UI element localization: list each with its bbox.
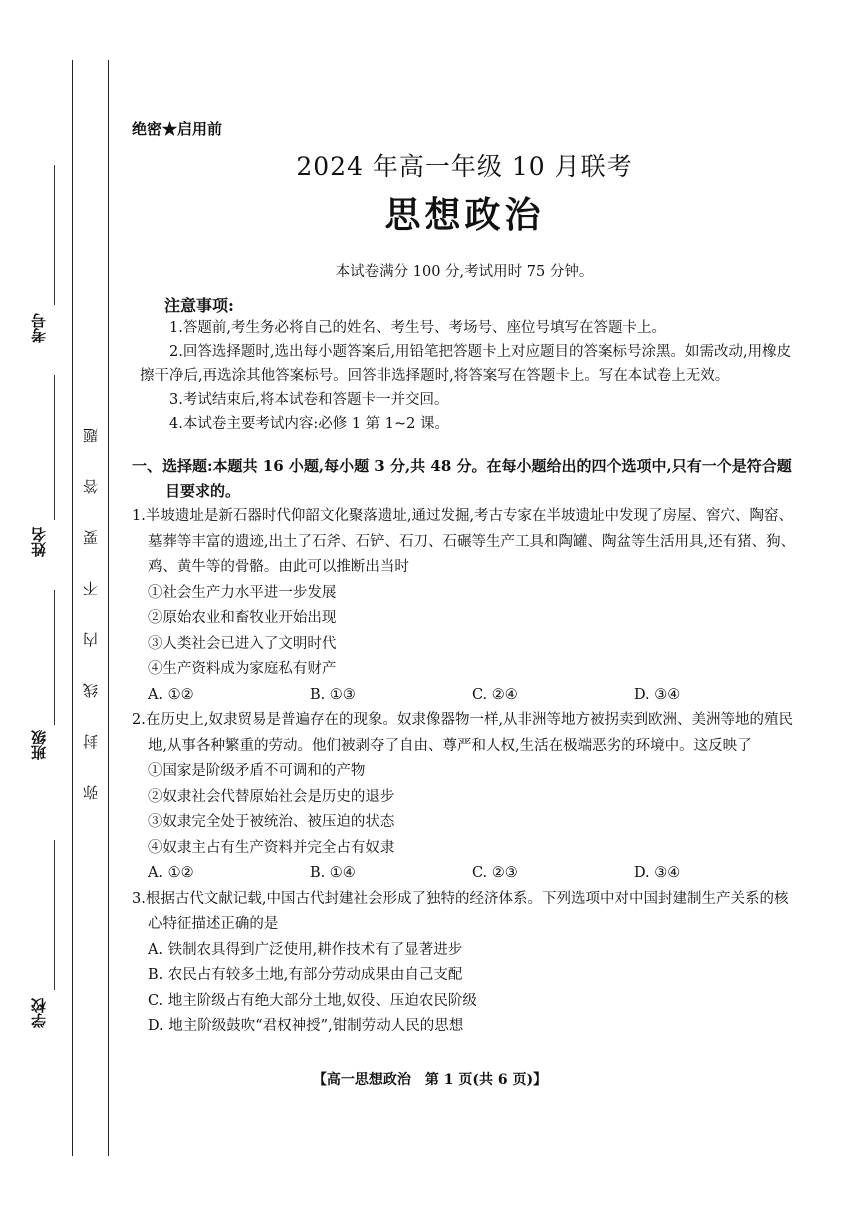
- question-stem: 1.半坡遗址是新石器时代仰韶文化聚落遗址,通过发掘,考古专家在半坡遗址中发现了房屋、窖穴、陶窑、墓葬等丰富的遗迹,出土了石斧、石铲、石刀、石碾等生产工具和陶罐、陶盆等生活用具,还有猪、狗、鸡、黄牛等的骨骼。由此可以推断出当时: [132, 508, 796, 575]
- choice-b: B. ①④: [309, 865, 356, 881]
- answer-option-b: B. 农民占有较多土地,有部分劳动成果由自己支配: [147, 967, 463, 983]
- score-info: 本试卷满分 100 分,考试用时 75 分钟。: [335, 264, 594, 280]
- seal-char: 封: [82, 734, 100, 749]
- school-field: [28, 840, 68, 1040]
- section-heading: 一、选择题:本题共 16 小题,每小题 3 分,共 48 分。在每小题给出的四个选项中,只有一个是符合题目要求的。: [132, 457, 792, 500]
- choice-a: A. ①②: [147, 686, 194, 703]
- seal-char: 答: [82, 479, 100, 494]
- statement-option: ②原始农业和畜牧业开始出现: [147, 610, 337, 626]
- exam-title: 2024 年高一年级 10 月联考: [296, 152, 633, 181]
- seal-char: 不: [82, 581, 100, 596]
- subject-title: 思想政治: [384, 194, 545, 236]
- notice-item: 3.考试结束后,将本试卷和答题卡一并交回。: [169, 392, 449, 408]
- choice-d: D. ③④: [633, 865, 681, 881]
- answer-option-c: C. 地主阶级占有绝大部分土地,奴役、压迫农民阶级: [147, 992, 477, 1009]
- class-field: [28, 590, 68, 760]
- confidential-mark: 绝密★启用前: [132, 120, 223, 138]
- choice-c: C. ②④: [471, 686, 518, 703]
- class-underline: [54, 590, 55, 725]
- binding-line-outer: [72, 60, 73, 1156]
- question-1: [132, 504, 797, 708]
- notice-item: 4.本试卷主要考试内容:必修 1 第 1~2 课。: [169, 416, 449, 432]
- seal-line-text: [80, 410, 102, 818]
- name-underline: [54, 375, 55, 520]
- notice-heading: 注意事项:: [164, 296, 234, 315]
- seal-char: 要: [82, 530, 100, 545]
- name-label: 姓名: [30, 527, 48, 557]
- class-label: 班级: [30, 730, 48, 760]
- choice-a: A. ①②: [147, 865, 194, 881]
- statement-option: ②奴隶社会代替原始社会是历史的退步: [147, 788, 395, 805]
- exam-number-field: [28, 165, 68, 355]
- notice-item: 1.答题前,考生务必将自己的姓名、考生号、考场号、座位号填写在答题卡上。: [169, 320, 666, 336]
- statement-option: ③人类社会已进入了文明时代: [147, 635, 337, 652]
- exam-number-label: 考号: [30, 313, 48, 343]
- choice-b: B. ①③: [309, 686, 356, 703]
- statement-option: ④奴隶主占有生产资料并完全占有奴隶: [147, 839, 395, 856]
- question-2: [132, 708, 797, 887]
- statement-option: ①社会生产力水平进一步发展: [147, 584, 337, 601]
- seal-char: 内: [82, 632, 100, 647]
- answer-option-d: D. 地主阶级鼓吹“君权神授”,钳制劳动人民的思想: [147, 1018, 464, 1034]
- school-label: 学校: [30, 998, 48, 1028]
- binding-margin: [0, 0, 120, 1216]
- name-field: [28, 375, 68, 590]
- page-footer: 【高一思想政治 第 1 页(共 6 页)】: [312, 1072, 548, 1088]
- school-underline: [54, 840, 55, 990]
- seal-char: 弥: [82, 785, 100, 800]
- answer-choices: [132, 861, 797, 887]
- binding-line-inner: [108, 60, 109, 1156]
- answer-choices: [132, 683, 797, 709]
- question-stem: 3.根据古代文献记载,中国古代封建社会形成了独特的经济体系。下列选项中对中国封建制生产关系的核心特征描述正确的是: [132, 890, 789, 932]
- exam-content: [132, 118, 797, 1040]
- statement-option: ④生产资料成为家庭私有财产: [147, 661, 337, 677]
- seal-char: 线: [82, 683, 100, 698]
- question-stem: 2.在历史上,奴隶贸易是普遍存在的现象。奴隶像器物一样,从非洲等地方被拐卖到欧洲、美洲等地的殖民地,从事各种繁重的劳动。他们被剥夺了自由、尊严和人权,生活在极端恶劣的环境中。这反映了: [132, 712, 794, 754]
- notice-item: 2.回答选择题时,选出每小题答案后,用铅笔把答题卡上对应题目的答案标号涂黑。如需改动,用橡皮擦干净后,再选涂其他答案标号。回答非选择题时,将答案写在答题卡上。写在本试卷上无效。: [140, 344, 792, 384]
- question-3: [132, 887, 797, 1040]
- choice-d: D. ③④: [633, 686, 681, 703]
- notice-list: [140, 316, 797, 436]
- exam-number-underline: [54, 165, 55, 305]
- statement-option: ①国家是阶级矛盾不可调和的产物: [147, 763, 366, 779]
- choice-c: C. ②③: [471, 865, 518, 881]
- seal-char: 题: [82, 428, 100, 443]
- statement-option: ③奴隶完全处于被统治、被压迫的状态: [147, 814, 395, 830]
- answer-option-a: A. 铁制农具得到广泛使用,耕作技术有了显著进步: [147, 941, 463, 958]
